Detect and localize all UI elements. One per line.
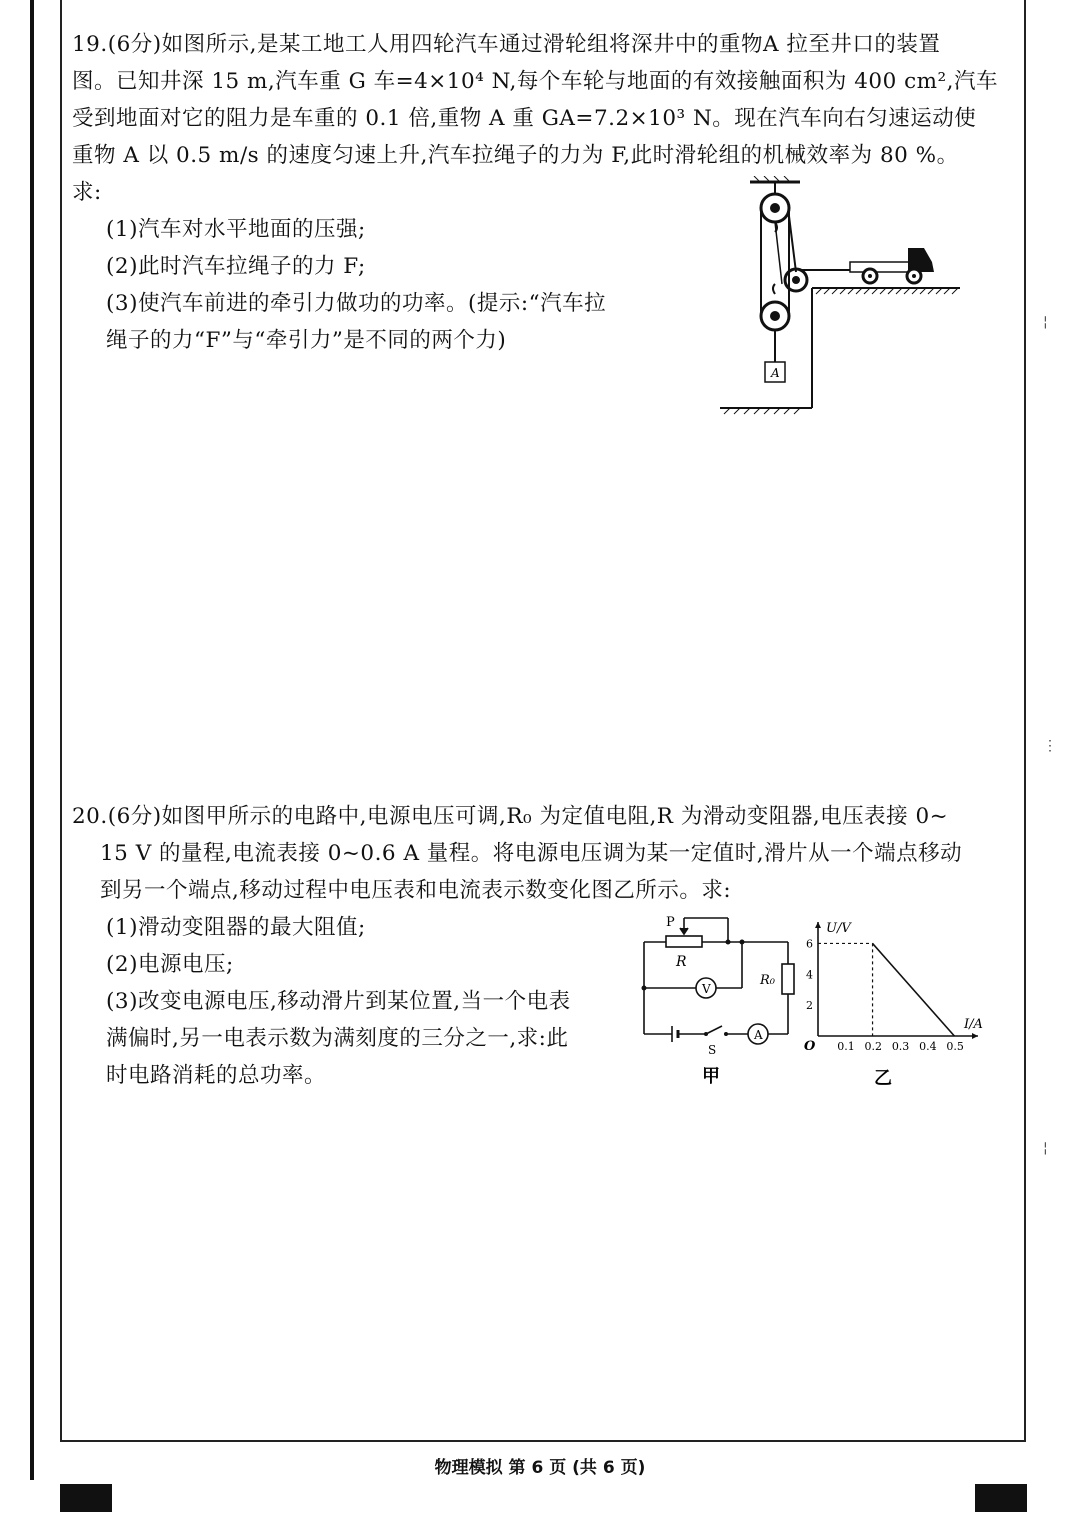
q19-sub-3: (3)使汽车前进的牵引力做功的功率。(提示:“汽车拉: [106, 291, 607, 316]
edge-mark: ¦: [1043, 1140, 1048, 1156]
q20-sub-3: (3)改变电源电压,移动滑片到某位置,当一个电表: [106, 989, 571, 1014]
x-tick-label: 0.3: [891, 1040, 910, 1053]
x-tick-label: 0.4: [919, 1040, 937, 1053]
q19-sub-2: (2)此时汽车拉绳子的力 F;: [106, 254, 366, 279]
ammeter-icon: A: [754, 1028, 763, 1042]
q19-line: 19.(6分)如图所示,是某工地工人用四轮汽车通过滑轮组将深井中的重物A 拉至井口的装置: [72, 32, 941, 57]
q19-line: 重物 A 以 0.5 m/s 的速度匀速上升,汽车拉绳子的力为 F,此时滑轮组的机械效率为 80 %。: [72, 143, 959, 168]
alignment-mark: [975, 1484, 1027, 1512]
slider-label: P: [666, 915, 675, 930]
q20-line: 15 V 的量程,电流表接 0~0.6 A 量程。将电源电压调为某一定值时,滑片从一个端点移动: [100, 841, 963, 866]
voltmeter-icon: V: [702, 982, 711, 996]
y-tick-label: 2: [806, 999, 813, 1013]
y-axis-arrow-icon: [815, 922, 821, 928]
left-binding-rule: [30, 0, 34, 1480]
x-tick-label: 0.1: [837, 1040, 855, 1053]
x-axis-arrow-icon: [972, 1033, 978, 1039]
q19-line: 受到地面对它的阻力是车重的 0.1 倍,重物 A 重 GA=7.2×10³ N。现在汽车向右匀速运动使: [72, 106, 977, 131]
origin-label: O: [804, 1039, 816, 1054]
y-axis-label: U/V: [826, 921, 851, 936]
x-tick-label: 0.5: [946, 1040, 964, 1053]
q20-sub-2: (2)电源电压;: [106, 952, 234, 977]
weight-label: A: [771, 366, 780, 380]
x-axis-label: I/A: [964, 1017, 983, 1032]
edge-mark: ⋮: [1043, 738, 1057, 754]
q20-sub-1: (1)滑动变阻器的最大阻值;: [106, 915, 366, 940]
q20-sub-3-cont: 满偏时,另一电表示数为满刻度的三分之一,求:此: [106, 1026, 569, 1051]
graph-caption: 乙: [874, 1068, 892, 1089]
switch-label: S: [708, 1043, 717, 1057]
rheostat-label: R: [676, 954, 687, 970]
page-footer: 物理模拟 第 6 页 (共 6 页): [434, 1458, 646, 1478]
q20-line: 到另一个端点,移动过程中电压表和电流表示数变化图乙所示。求:: [100, 878, 732, 903]
x-tick-label: 0.2: [864, 1040, 883, 1053]
q19-line: 求:: [72, 180, 102, 205]
q19-sub-3-cont: 绳子的力“F”与“牵引力”是不同的两个力): [106, 328, 507, 353]
pulley-figure: [720, 176, 970, 416]
alignment-mark: [60, 1484, 112, 1512]
q20-sub-3-cont: 时电路消耗的总功率。: [106, 1063, 327, 1088]
truck-icon: [850, 248, 934, 283]
y-tick-label: 6: [806, 937, 813, 951]
edge-mark: ¦: [1043, 314, 1048, 330]
circuit-caption: 甲: [702, 1066, 720, 1087]
ui-graph: [804, 918, 994, 1092]
q20-line: 20.(6分)如图甲所示的电路中,电源电压可调,R₀ 为定值电阻,R 为滑动变阻器,电压表接 0~: [72, 804, 949, 829]
circuit-figure: [636, 912, 806, 1092]
y-tick-label: 4: [806, 968, 813, 982]
resistor-label: R₀: [760, 973, 775, 988]
q19-line: 图。已知井深 15 m,汽车重 G 车=4×10⁴ N,每个车轮与地面的有效接触面积为 400 cm²,汽车: [72, 69, 998, 94]
q19-sub-1: (1)汽车对水平地面的压强;: [106, 217, 366, 242]
series-line: [873, 943, 955, 1036]
